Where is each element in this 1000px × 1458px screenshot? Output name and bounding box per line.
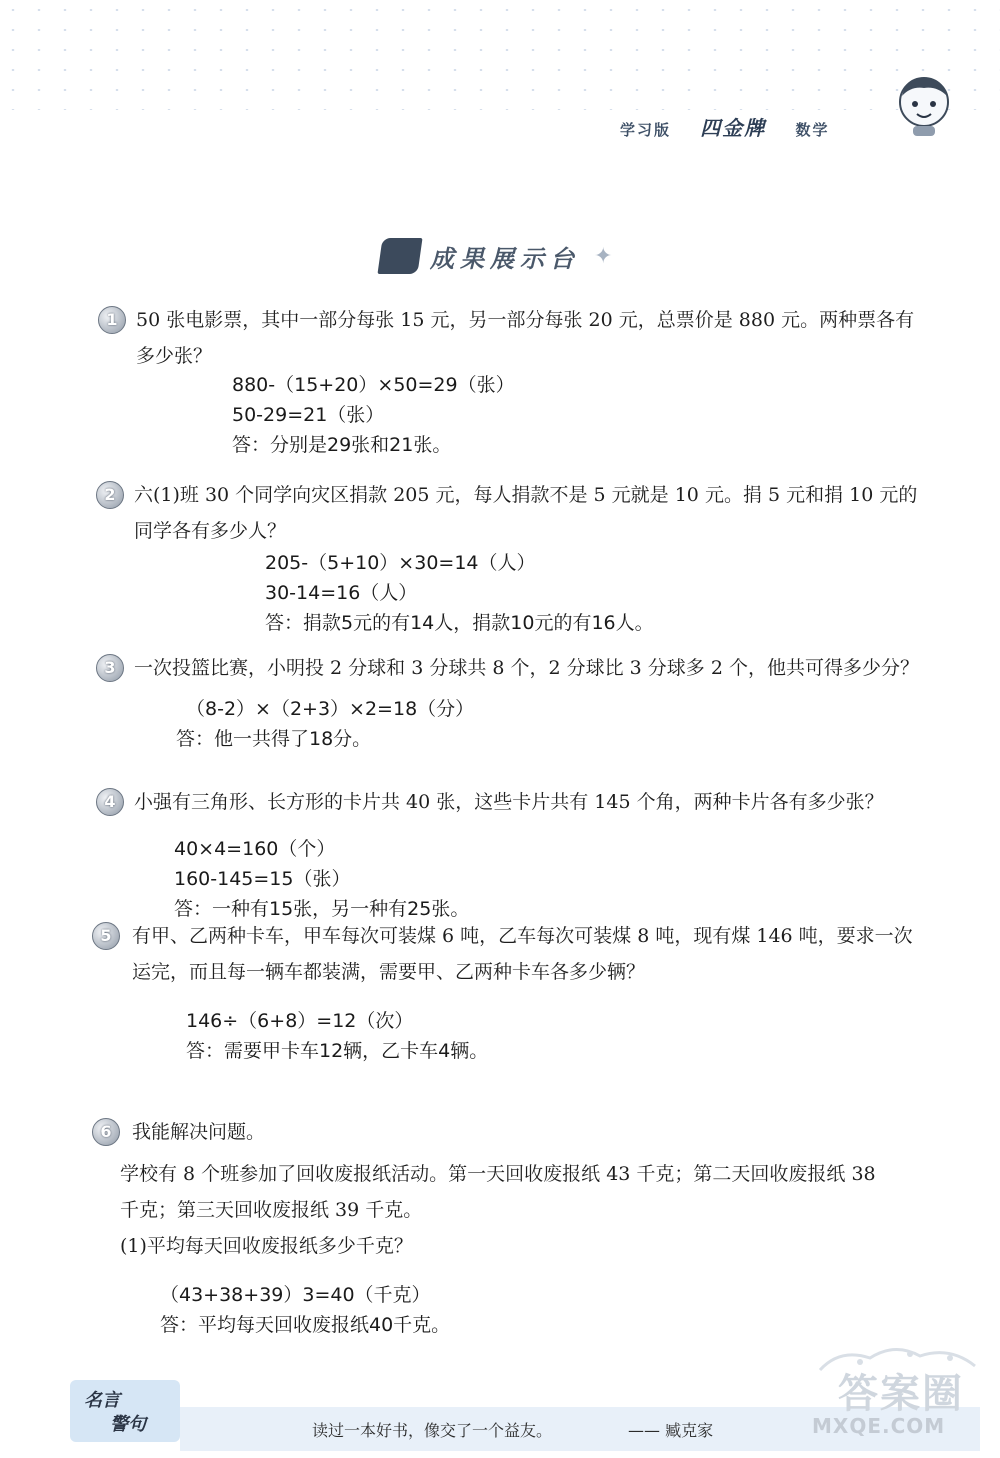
section-title-text: 成果展示台 (430, 244, 580, 273)
question-line: 一次投篮比赛，小明投 2 分球和 3 分球共 8 个，2 分球比 3 分球多 2 个，他共可得多少分？ (134, 657, 919, 679)
answer-2 (265, 548, 654, 638)
answer-line: （43+38+39）3=40（千克） (160, 1284, 431, 1306)
question-number-5: 5 (92, 922, 120, 950)
answer-line: 880-（15+20）×50=29（张） (232, 374, 515, 396)
answer-line: （8-2）×（2+3）×2=18（分） (186, 698, 475, 720)
question-number-4: 4 (96, 788, 124, 816)
question-line: 运完，而且每一辆车都装满，需要甲、乙两种卡车各多少辆？ (132, 961, 646, 983)
section-title (380, 236, 612, 276)
answer-line: 答：他一共得了18分。 (176, 728, 372, 750)
question-line: 我能解决问题。 (132, 1121, 266, 1143)
watermark-logo: 答案圈 (838, 1371, 964, 1417)
footer-author: —— 臧克家 (628, 1421, 714, 1440)
section-badge-icon (377, 238, 422, 274)
answer-3 (176, 694, 475, 754)
motto-label-line-1: 名言 (84, 1390, 120, 1411)
question-line: 千克；第三天回收废报纸 39 千克。 (120, 1199, 423, 1221)
question-2-text (134, 477, 917, 549)
question-6-intro (132, 1114, 265, 1150)
answer-1 (232, 370, 515, 460)
answer-5 (186, 1006, 488, 1066)
motto-label-line-2: 警句 (110, 1414, 146, 1435)
answer-line: 146÷（6+8）=12（次） (186, 1010, 414, 1032)
dotted-header-background (0, 0, 1000, 110)
question-line: 50 张电影票，其中一部分每张 15 元，另一部分每张 20 元，总票价是 880 元。两种票各有 (136, 309, 915, 331)
question-1-text (136, 302, 914, 374)
question-6-text (120, 1156, 876, 1264)
question-line: 六(1)班 30 个同学向灾区捐款 205 元，每人捐款不是 5 元就是 10 元。捐 5 元和捐 10 元的 (134, 484, 918, 506)
footer-quote: 读过一本好书，像交了一个益友。 (312, 1421, 553, 1440)
answer-line: 160-145=15（张） (174, 868, 351, 890)
question-3-text (134, 650, 919, 686)
answer-line: 30-14=16（人） (265, 582, 418, 604)
answer-line: 答：需要甲卡车12辆，乙卡车4辆。 (186, 1040, 489, 1062)
answer-line: 答：分别是29张和21张。 (232, 434, 452, 456)
question-number-6: 6 (92, 1118, 120, 1146)
question-line: 有甲、乙两种卡车，甲车每次可装煤 6 吨，乙车每次可装煤 8 吨，现有煤 146 吨，要求一次 (132, 925, 913, 947)
question-line: 学校有 8 个班参加了回收废报纸活动。第一天回收废报纸 43 千克；第二天回收废报纸 38 (120, 1163, 876, 1185)
question-line: (1)平均每天回收废报纸多少千克？ (120, 1235, 413, 1257)
subject-label: 数学 (795, 121, 830, 139)
brand-logo: 四金牌 (700, 116, 767, 140)
motto-label (70, 1380, 180, 1442)
question-line: 多少张？ (136, 345, 213, 367)
answer-line: 40×4=160（个） (174, 838, 336, 860)
question-number-2: 2 (96, 481, 124, 509)
answer-line: 答：捐款5元的有14人，捐款10元的有16人。 (265, 612, 654, 634)
sparkle-icon: ✦ (594, 243, 613, 269)
question-line: 小强有三角形、长方形的卡片共 40 张，这些卡片共有 145 个角，两种卡片各有多少张？ (134, 791, 884, 813)
answer-line: 50-29=21（张） (232, 404, 385, 426)
watermark-url: MXQE.COM (812, 1414, 946, 1438)
edition-label: 学习版 (620, 121, 672, 139)
mascot-icon (893, 72, 955, 138)
answer-line: 205-（5+10）×30=14（人） (265, 552, 536, 574)
question-line: 同学各有多少人？ (134, 520, 287, 542)
answer-line: 答：一种有15张，另一种有25张。 (174, 898, 470, 920)
question-number-3: 3 (96, 654, 124, 682)
page-header (620, 112, 852, 141)
question-number-1: 1 (98, 306, 126, 334)
answer-line: 答：平均每天回收废报纸40千克。 (160, 1314, 451, 1336)
answer-6 (160, 1280, 450, 1340)
question-4-text (134, 784, 884, 820)
answer-4 (174, 834, 469, 924)
question-5-text (132, 918, 913, 990)
